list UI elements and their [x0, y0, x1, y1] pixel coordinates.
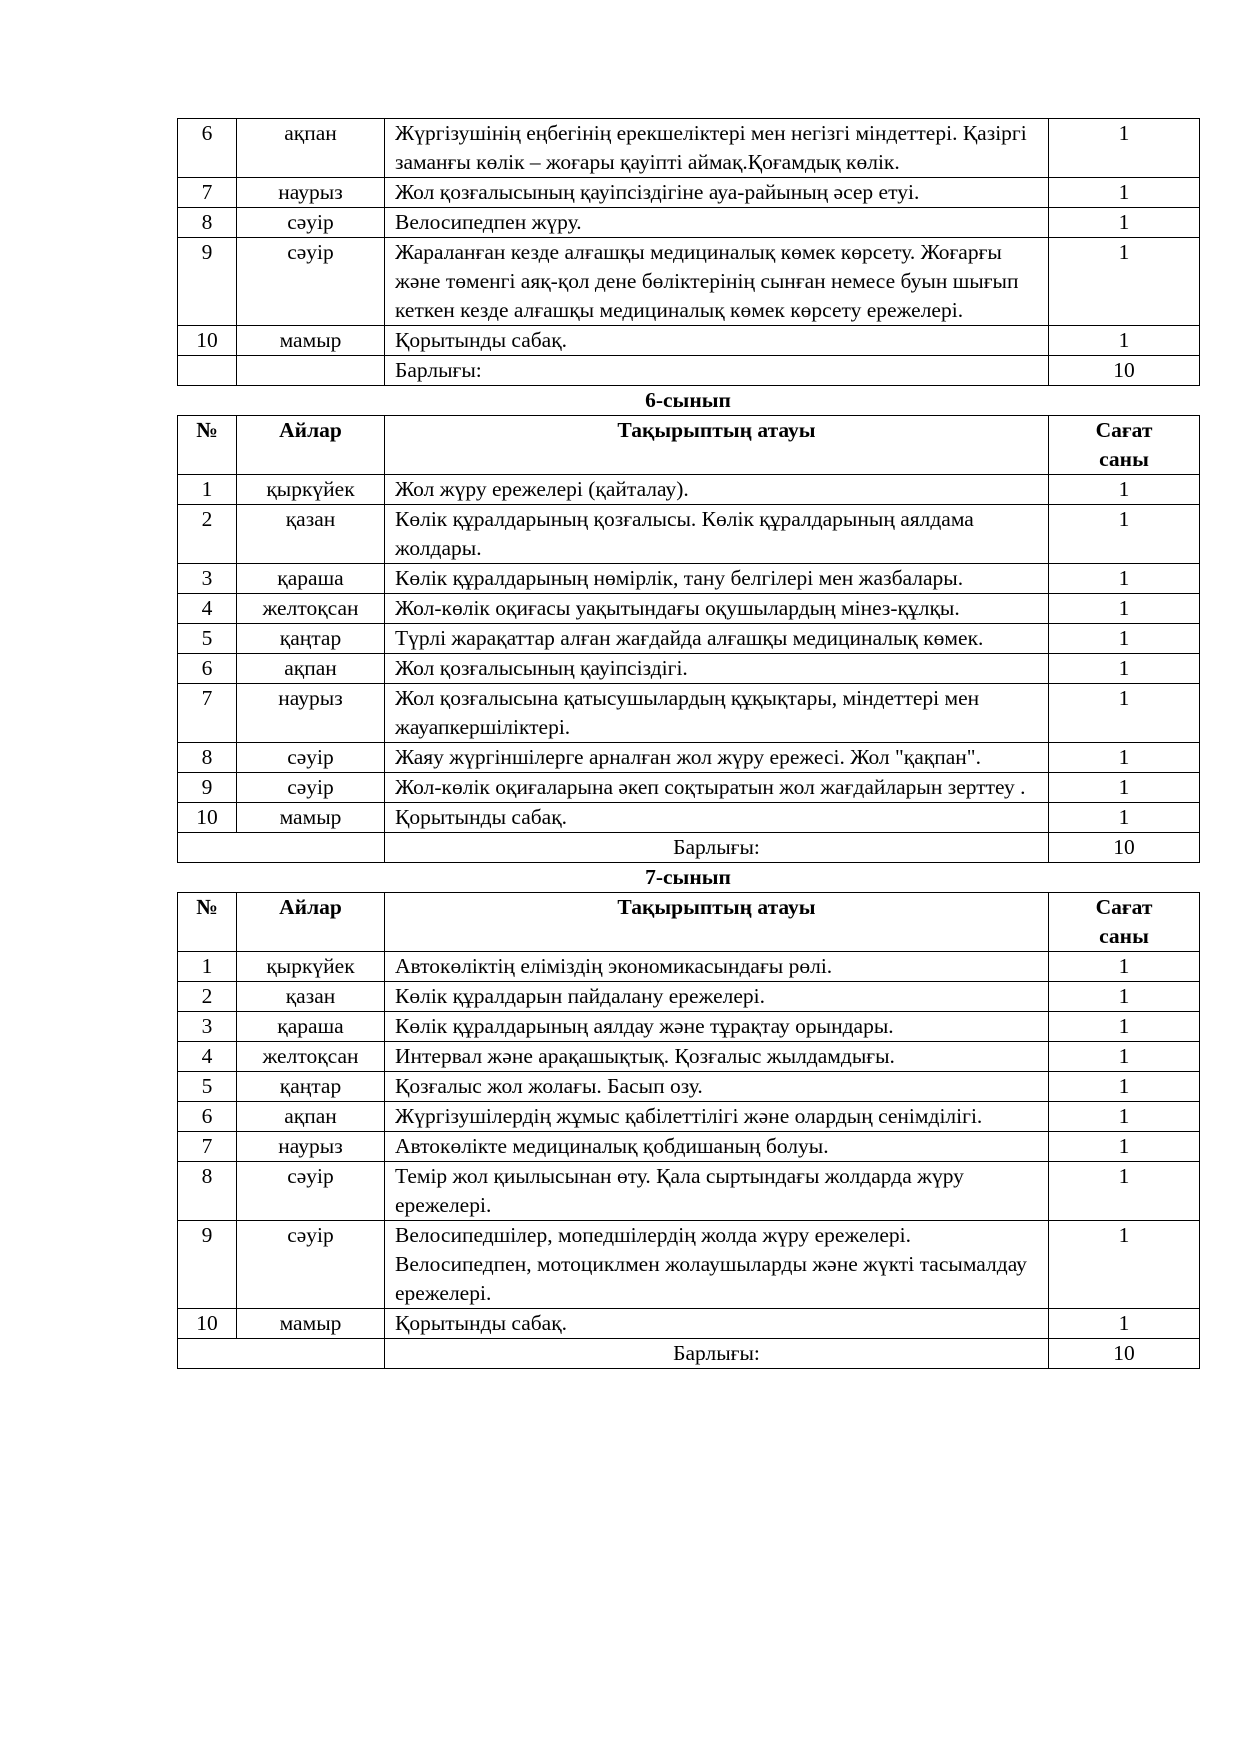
header-months: Айлар [237, 893, 385, 952]
row-month: қазан [237, 505, 385, 564]
row-hours: 1 [1049, 1162, 1200, 1221]
row-topic: Қорытынды сабақ. [385, 1309, 1049, 1339]
row-hours: 1 [1049, 1042, 1200, 1072]
table-row [178, 1132, 1200, 1162]
table-row [178, 684, 1200, 743]
row-number: 6 [178, 654, 237, 684]
header-topic: Тақырыптың атауы [385, 416, 1049, 475]
table-row [178, 743, 1200, 773]
schedule-table [177, 118, 1200, 386]
row-topic: Жол-көлік оқиғасы уақытындағы оқушылардың мінез-құлқы. [385, 594, 1049, 624]
row-month: наурыз [237, 178, 385, 208]
row-month: ақпан [237, 1102, 385, 1132]
row-month: қаңтар [237, 1072, 385, 1102]
table-header-row [178, 893, 1200, 952]
header-number: № [178, 416, 237, 475]
row-topic: Автокөлікте медициналық қобдишаның болуы. [385, 1132, 1049, 1162]
row-month: мамыр [237, 1309, 385, 1339]
row-hours: 1 [1049, 564, 1200, 594]
table-row [178, 505, 1200, 564]
row-number: 9 [178, 238, 237, 326]
table-row [178, 803, 1200, 833]
row-topic: Қорытынды сабақ. [385, 803, 1049, 833]
row-hours: 1 [1049, 624, 1200, 654]
row-number: 6 [178, 119, 237, 178]
row-month: қаңтар [237, 624, 385, 654]
schedule-table [177, 892, 1200, 1369]
row-month: наурыз [237, 684, 385, 743]
row-topic: Велосипедшілер, мопедшілердің жолда жүру ережелері. Велосипедпен, мотоциклмен жолаушыларды және жүкті тасымалдау ережелері. [385, 1221, 1049, 1309]
total-label: Барлығы: [385, 833, 1049, 863]
row-hours: 1 [1049, 208, 1200, 238]
row-topic: Көлік құралдарының нөмірлік, тану белгілері мен жазбалары. [385, 564, 1049, 594]
table-row [178, 982, 1200, 1012]
total-label: Барлығы: [385, 1339, 1049, 1369]
table-row [178, 238, 1200, 326]
row-topic: Жаяу жүргіншілерге арналған жол жүру ережесі. Жол "қақпан". [385, 743, 1049, 773]
row-number: 4 [178, 594, 237, 624]
row-number: 10 [178, 1309, 237, 1339]
row-month: мамыр [237, 803, 385, 833]
row-topic: Қорытынды сабақ. [385, 326, 1049, 356]
row-month: сәуір [237, 1162, 385, 1221]
row-hours: 1 [1049, 238, 1200, 326]
row-hours: 1 [1049, 505, 1200, 564]
row-number: 4 [178, 1042, 237, 1072]
empty-cell [178, 1339, 385, 1369]
row-topic: Көлік құралдарын пайдалану ережелері. [385, 982, 1049, 1012]
total-row [178, 356, 1200, 386]
row-number: 5 [178, 624, 237, 654]
total-hours: 10 [1049, 356, 1200, 386]
total-row [178, 1339, 1200, 1369]
row-number: 9 [178, 773, 237, 803]
row-topic: Жол қозғалысының қауіпсіздігіне ауа-райының әсер етуі. [385, 178, 1049, 208]
table-row [178, 1012, 1200, 1042]
section-title: 7-сынып [645, 865, 731, 889]
row-month: сәуір [237, 208, 385, 238]
table-row [178, 1221, 1200, 1309]
row-topic: Көлік құралдарының аялдау және тұрақтау орындары. [385, 1012, 1049, 1042]
table-row [178, 326, 1200, 356]
table-row [178, 624, 1200, 654]
table-row [178, 1309, 1200, 1339]
table-row [178, 952, 1200, 982]
row-number: 10 [178, 326, 237, 356]
row-number: 3 [178, 1012, 237, 1042]
row-month: қазан [237, 982, 385, 1012]
row-topic: Жол-көлік оқиғаларына әкеп соқтыратын жол жағдайларын зерттеу . [385, 773, 1049, 803]
schedule-table [177, 415, 1200, 863]
row-topic: Жараланған кезде алғашқы медициналық көмек көрсету. Жоғарғы және төменгі аяқ-қол дене бөліктерінің сынған немесе буын шығып кеткен кезде алғашқы медициналық көмек көрсету ережелері. [385, 238, 1049, 326]
row-number: 1 [178, 475, 237, 505]
row-hours: 1 [1049, 773, 1200, 803]
table-row [178, 654, 1200, 684]
row-topic: Жол қозғалысының қауіпсіздігі. [385, 654, 1049, 684]
row-hours: 1 [1049, 684, 1200, 743]
row-hours: 1 [1049, 1309, 1200, 1339]
table-row [178, 594, 1200, 624]
header-months: Айлар [237, 416, 385, 475]
row-topic: Автокөліктің еліміздің экономикасындағы рөлі. [385, 952, 1049, 982]
row-number: 7 [178, 178, 237, 208]
row-number: 2 [178, 982, 237, 1012]
row-month: қыркүйек [237, 475, 385, 505]
row-month: наурыз [237, 1132, 385, 1162]
row-number: 9 [178, 1221, 237, 1309]
row-hours: 1 [1049, 326, 1200, 356]
row-month: мамыр [237, 326, 385, 356]
total-hours: 10 [1049, 833, 1200, 863]
table-row [178, 1042, 1200, 1072]
row-month: желтоқсан [237, 1042, 385, 1072]
row-hours: 1 [1049, 1072, 1200, 1102]
row-month: сәуір [237, 1221, 385, 1309]
row-number: 2 [178, 505, 237, 564]
row-number: 1 [178, 952, 237, 982]
row-number: 6 [178, 1102, 237, 1132]
table-row [178, 178, 1200, 208]
row-topic: Қозғалыс жол жолағы. Басып озу. [385, 1072, 1049, 1102]
row-hours: 1 [1049, 178, 1200, 208]
table-row [178, 1162, 1200, 1221]
row-hours: 1 [1049, 1221, 1200, 1309]
row-topic: Көлік құралдарының қозғалысы. Көлік құралдарының аялдама жолдары. [385, 505, 1049, 564]
header-hours: Сағат саны [1049, 416, 1200, 475]
row-number: 3 [178, 564, 237, 594]
empty-cell [237, 356, 385, 386]
row-number: 7 [178, 1132, 237, 1162]
total-hours: 10 [1049, 1339, 1200, 1369]
row-month: желтоқсан [237, 594, 385, 624]
row-topic: Жүргізушінің еңбегінің ерекшеліктері мен негізгі міндеттері. Қазіргі заманғы көлік – жоғары қауіпті аймақ.Қоғамдық көлік. [385, 119, 1049, 178]
section-title: 6-сынып [645, 388, 731, 412]
row-number: 8 [178, 743, 237, 773]
row-month: ақпан [237, 119, 385, 178]
row-number: 7 [178, 684, 237, 743]
row-month: қараша [237, 1012, 385, 1042]
table-row [178, 1102, 1200, 1132]
header-number: № [178, 893, 237, 952]
total-row [178, 833, 1200, 863]
row-topic: Интервал және арақашықтық. Қозғалыс жылдамдығы. [385, 1042, 1049, 1072]
row-month: сәуір [237, 238, 385, 326]
row-month: қыркүйек [237, 952, 385, 982]
empty-cell [178, 833, 385, 863]
row-hours: 1 [1049, 119, 1200, 178]
row-topic: Темір жол қиылысынан өту. Қала сыртындағы жолдарда жүру ережелері. [385, 1162, 1049, 1221]
row-hours: 1 [1049, 952, 1200, 982]
table-row [178, 208, 1200, 238]
row-hours: 1 [1049, 1012, 1200, 1042]
row-topic: Жүргізушілердің жұмыс қабілеттілігі және олардың сенімділігі. [385, 1102, 1049, 1132]
row-number: 8 [178, 208, 237, 238]
row-month: ақпан [237, 654, 385, 684]
table-row [178, 564, 1200, 594]
row-hours: 1 [1049, 1102, 1200, 1132]
row-hours: 1 [1049, 654, 1200, 684]
table-row [178, 773, 1200, 803]
row-hours: 1 [1049, 743, 1200, 773]
table-row [178, 475, 1200, 505]
row-hours: 1 [1049, 803, 1200, 833]
row-hours: 1 [1049, 594, 1200, 624]
table-header-row [178, 416, 1200, 475]
row-hours: 1 [1049, 982, 1200, 1012]
total-label: Барлығы: [385, 356, 1049, 386]
row-topic: Велосипедпен жүру. [385, 208, 1049, 238]
row-number: 5 [178, 1072, 237, 1102]
row-number: 10 [178, 803, 237, 833]
row-month: қараша [237, 564, 385, 594]
row-hours: 1 [1049, 475, 1200, 505]
table-row [178, 1072, 1200, 1102]
row-topic: Жол жүру ережелері (қайталау). [385, 475, 1049, 505]
empty-cell [178, 356, 237, 386]
row-topic: Түрлі жарақаттар алған жағдайда алғашқы медициналық көмек. [385, 624, 1049, 654]
document-page [177, 118, 1199, 1369]
row-month: сәуір [237, 743, 385, 773]
row-number: 8 [178, 1162, 237, 1221]
table-row [178, 119, 1200, 178]
row-month: сәуір [237, 773, 385, 803]
row-topic: Жол қозғалысына қатысушылардың құқықтары, міндеттері мен жауапкершіліктері. [385, 684, 1049, 743]
header-topic: Тақырыптың атауы [385, 893, 1049, 952]
row-hours: 1 [1049, 1132, 1200, 1162]
header-hours: Сағат саны [1049, 893, 1200, 952]
